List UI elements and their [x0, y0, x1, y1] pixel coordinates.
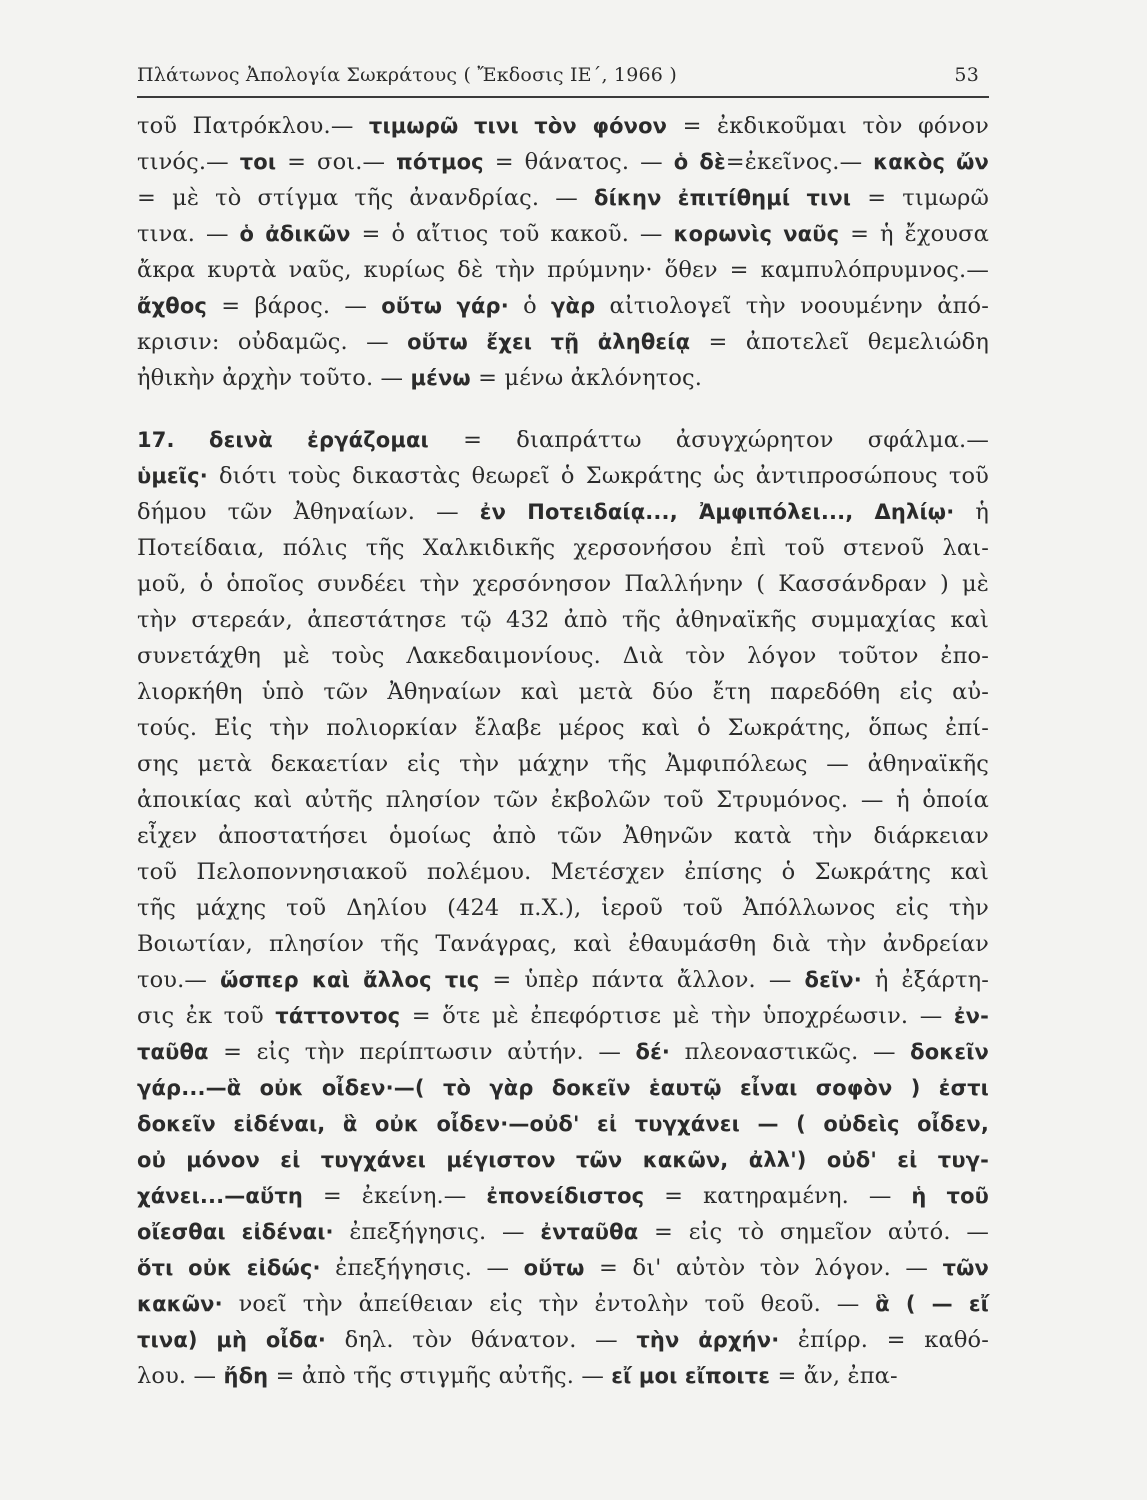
text-line: [137, 602, 989, 638]
text-line: [137, 638, 989, 674]
text-line: [137, 746, 989, 782]
gloss-text: = ἀπὸ τῆς στιγμῆς αὐτῆς. —: [268, 1363, 612, 1389]
text-line: [137, 1106, 989, 1142]
gloss-text: ἐπεξήγησις. —: [320, 1255, 524, 1281]
text-line: [137, 494, 989, 530]
text-line: [137, 926, 989, 962]
text-line: [137, 1178, 989, 1214]
header-rule: [137, 96, 989, 98]
gloss-text: τὴν στερεάν, ἀπεστάτησε τῷ 432 ἀπὸ τῆς ἀθηναϊκῆς συμμαχίας καὶ: [137, 607, 989, 633]
gloss-text: αἰτιολογεῖ τὴν νοουμένην ἀπό-: [595, 293, 989, 319]
text-line: [137, 252, 989, 288]
lemma-term: ὁ ἀδικῶν: [239, 222, 351, 246]
lemma-term: ὑμεῖς·: [137, 464, 208, 488]
gloss-text: τῆς μάχης τοῦ Δηλίου (424 π.Χ.), ἱεροῦ τοῦ Ἀπόλλωνος εἰς τὴν: [137, 895, 989, 921]
text-line: [137, 1250, 989, 1286]
gloss-text: = εἰς τὸ σημεῖον αὐτό. —: [638, 1219, 989, 1245]
gloss-text: διότι τοὺς δικαστὰς θεωρεῖ ὁ Σωκράτης ὡς ἀντιπροσώπους τοῦ: [207, 463, 989, 489]
gloss-text: Βοιωτίαν, πλησίον τῆς Τανάγρας, καὶ ἐθαυμάσθη διὰ τὴν ἀνδρείαν: [137, 931, 989, 957]
text-line: [137, 818, 989, 854]
text-line: [137, 108, 989, 144]
gloss-text: πλεοναστικῶς. —: [670, 1039, 911, 1065]
gloss-text: σις ἐκ τοῦ: [137, 1003, 276, 1029]
gloss-text: λιορκήθη ὑπὸ τῶν Ἀθηναίων καὶ μετὰ δύο ἔτη παρεδόθη εἰς αὐ-: [137, 679, 989, 705]
gloss-text: ἐπεξήγησις. —: [333, 1219, 541, 1245]
text-line: [137, 566, 989, 602]
text-line: [137, 674, 989, 710]
lemma-term: ἐπονείδιστος: [486, 1184, 645, 1208]
gloss-text: = ἐκδικοῦμαι τὸν φόνον: [667, 113, 989, 139]
gloss-text: κρισιν: οὐδαμῶς. —: [137, 329, 408, 355]
gloss-text: = μὲ τὸ στίγμα τῆς ἀνανδρίας. —: [137, 185, 595, 211]
gloss-text: = ἐκείνη.—: [303, 1183, 487, 1209]
gloss-text: μοῦ, ὁ ὁποῖος συνδέει τὴν χερσόνησον Παλλήνην ( Κασσάνδραν ) μὲ: [137, 571, 989, 597]
text-line: [137, 530, 989, 566]
gloss-text: =ἐκεῖνος.—: [725, 149, 874, 175]
lemma-term: χάνει...—αὕτη: [137, 1184, 303, 1208]
lemma-term: ἤδη: [223, 1364, 269, 1388]
gloss-text: = δι' αὐτὸν τὸν λόγον. —: [584, 1255, 943, 1281]
gloss-text: τινα. —: [137, 221, 240, 247]
lemma-term: μένω: [410, 366, 471, 390]
lemma-term: ἐνταῦθα: [540, 1220, 639, 1244]
text-line: [137, 710, 989, 746]
running-header: [137, 64, 989, 94]
text-line: [137, 458, 989, 494]
text-line: [137, 854, 989, 890]
text-line: [137, 144, 989, 180]
gloss-text: τούς. Εἰς τὴν πολιορκίαν ἔλαβε μέρος καὶ ὁ Σωκράτης, ὅπως ἐπί-: [137, 715, 989, 741]
text-line: [137, 1358, 989, 1394]
gloss-text: = ἄν, ἐπα-: [770, 1363, 898, 1389]
lemma-term: ἡ τοῦ: [911, 1184, 989, 1208]
gloss-text: συνετάχθη μὲ τοὺς Λακεδαιμονίους. Διὰ τὸν λόγον τοῦτον ἐπο-: [137, 643, 989, 669]
text-line: [137, 1322, 989, 1358]
gloss-text: = ὅτε μὲ ἐπεφόρτισε μὲ τὴν ὑποχρέωσιν. —: [400, 1003, 954, 1029]
text-line: [137, 1142, 989, 1178]
lemma-term: κακῶν·: [137, 1292, 223, 1316]
gloss-text: = ὑπὲρ πάντα ἄλλον. —: [479, 967, 805, 993]
lemma-term: γάρ...—ἃ οὐκ οἶδεν·—( τὸ γὰρ δοκεῖν ἑαυτῷ εἶναι σοφὸν ) ἐστι: [137, 1076, 989, 1100]
lemma-term: γὰρ: [551, 294, 596, 318]
lemma-term: δεῖν·: [804, 968, 862, 992]
gloss-text: Ποτείδαια, πόλις τῆς Χαλκιδικῆς χερσονήσου ἐπὶ τοῦ στενοῦ λαι-: [137, 535, 989, 561]
lemma-term: ὅτι οὐκ εἰδώς·: [137, 1256, 321, 1280]
gloss-text: = μένω ἀκλόνητος.: [470, 365, 703, 391]
gloss-text: ἄκρα κυρτὰ ναῦς, κυρίως δὲ τὴν πρύμνην· ὅθεν = καμπυλόπρυμνος.—: [137, 257, 989, 283]
lemma-term: δοκεῖν εἰδέναι, ἃ οὐκ οἶδεν·—οὐδ' εἰ τυγχάνει — ( οὐδεὶς οἶδεν,: [137, 1112, 989, 1136]
lemma-term: δέ·: [635, 1040, 671, 1064]
gloss-text: εἶχεν ἀποστατήσει ὁμοίως ἀπὸ τῶν Ἀθηνῶν κατὰ τὴν διάρκειαν: [137, 823, 989, 849]
gloss-text: = ἡ ἔχουσα: [839, 221, 989, 247]
gloss-text: τοῦ Πατρόκλου.—: [137, 113, 369, 139]
lemma-term: ὥσπερ καὶ ἄλλος τις: [220, 968, 480, 992]
lemma-term: οὕτω: [523, 1256, 585, 1280]
gloss-text: ὁ: [508, 293, 552, 319]
text-line: [137, 782, 989, 818]
lemma-term: τὴν ἀρχήν·: [636, 1328, 780, 1352]
commentary-text: [137, 108, 989, 1394]
lemma-term: τοι: [239, 150, 277, 174]
lemma-term: ἐν-: [953, 1004, 990, 1028]
lemma-term: ἃ ( — εἴ: [875, 1292, 989, 1316]
text-line: [137, 180, 989, 216]
header-title: Πλάτωνος Ἀπολογία Σωκράτους ( Ἔκδοσις ΙΕ΄, 1966 ): [137, 64, 677, 86]
lemma-term: πότμος: [396, 150, 484, 174]
gloss-text: λου. —: [137, 1363, 224, 1389]
lemma-term: δίκην ἐπιτίθημί τινι: [594, 186, 852, 210]
gloss-text: νοεῖ τὴν ἀπείθειαν εἰς τὴν ἐντολὴν τοῦ θεοῦ. —: [222, 1291, 876, 1317]
gloss-text: = βάρος. —: [207, 293, 382, 319]
gloss-text: = τιμωρῶ: [851, 185, 989, 211]
lemma-term: εἴ μοι εἴποιτε: [611, 1364, 771, 1388]
gloss-text: σης μετὰ δεκαετίαν εἰς τὴν μάχην τῆς Ἀμφιπόλεως — ἀθηναϊκῆς: [137, 751, 989, 777]
gloss-text: = κατηραμένη. —: [644, 1183, 912, 1209]
gloss-text: = θάνατος. —: [483, 149, 674, 175]
gloss-text: τοῦ Πελοποννησιακοῦ πολέμου. Μετέσχεν ἐπίσης ὁ Σωκράτης καὶ: [137, 859, 989, 885]
lemma-term: κακὸς ὤν: [873, 150, 989, 174]
lemma-term: 17. δεινὰ ἐργάζομαι: [137, 428, 429, 452]
lemma-term: οὐ μόνον εἰ τυγχάνει μέγιστον τῶν κακῶν, ἀλλ') οὐδ' εἰ τυγ-: [137, 1148, 989, 1172]
lemma-term: δοκεῖν: [910, 1040, 989, 1064]
text-line: [137, 216, 989, 252]
text-line: [137, 1214, 989, 1250]
gloss-text: δηλ. τὸν θάνατον. —: [326, 1327, 637, 1353]
lemma-term: τῶν: [942, 1256, 989, 1280]
page-number: 53: [954, 64, 979, 86]
lemma-term: οὕτω ἔχει τῇ ἀληθείᾳ: [407, 330, 691, 354]
gloss-text: του.—: [137, 967, 221, 993]
lemma-term: ὁ δὲ: [673, 150, 726, 174]
gloss-text: δήμου τῶν Ἀθηναίων. —: [137, 499, 480, 525]
lemma-term: κορωνὶς ναῦς: [673, 222, 840, 246]
lemma-term: ἄχθος: [137, 294, 208, 318]
paragraph-gap: [137, 396, 989, 422]
lemma-term: τινα) μὴ οἶδα·: [137, 1328, 327, 1352]
text-line: [137, 1286, 989, 1322]
gloss-text: = ὁ αἴτιος τοῦ κακοῦ. —: [350, 221, 674, 247]
text-line: [137, 1034, 989, 1070]
gloss-text: = σοι.—: [276, 149, 397, 175]
gloss-text: ἡ ἐξάρτη-: [861, 967, 989, 993]
text-line: [137, 324, 989, 360]
text-line: [137, 1070, 989, 1106]
text-line: [137, 422, 989, 458]
lemma-term: τάττοντος: [275, 1004, 401, 1028]
lemma-term: ἐν Ποτειδαίᾳ..., Ἀμφιπόλει..., Δηλίῳ·: [479, 500, 955, 524]
lemma-term: οὕτω γάρ·: [381, 294, 509, 318]
text-line: [137, 962, 989, 998]
text-line: [137, 288, 989, 324]
gloss-text: ἐπίρρ. = καθό-: [779, 1327, 989, 1353]
text-line: [137, 360, 989, 396]
lemma-term: ταῦθα: [137, 1040, 209, 1064]
lemma-term: οἴεσθαι εἰδέναι·: [137, 1220, 334, 1244]
gloss-text: τινός.—: [137, 149, 240, 175]
lemma-term: τιμωρῶ τινι τὸν φόνον: [368, 114, 668, 138]
gloss-text: = εἰς τὴν περίπτωσιν αὐτήν. —: [208, 1039, 636, 1065]
gloss-text: ἡ: [954, 499, 989, 525]
text-line: [137, 998, 989, 1034]
gloss-text: ἠθικὴν ἀρχὴν τοῦτο. —: [137, 365, 411, 391]
gloss-text: ἀποικίας καὶ αὐτῆς πλησίον τῶν ἐκβολῶν τοῦ Στρυμόνος. — ἡ ὁποία: [137, 787, 989, 813]
text-line: [137, 890, 989, 926]
gloss-text: = διαπράττω ἀσυγχώρητον σφάλμα.—: [428, 427, 989, 453]
gloss-text: = ἀποτελεῖ θεμελιώδη: [690, 329, 989, 355]
